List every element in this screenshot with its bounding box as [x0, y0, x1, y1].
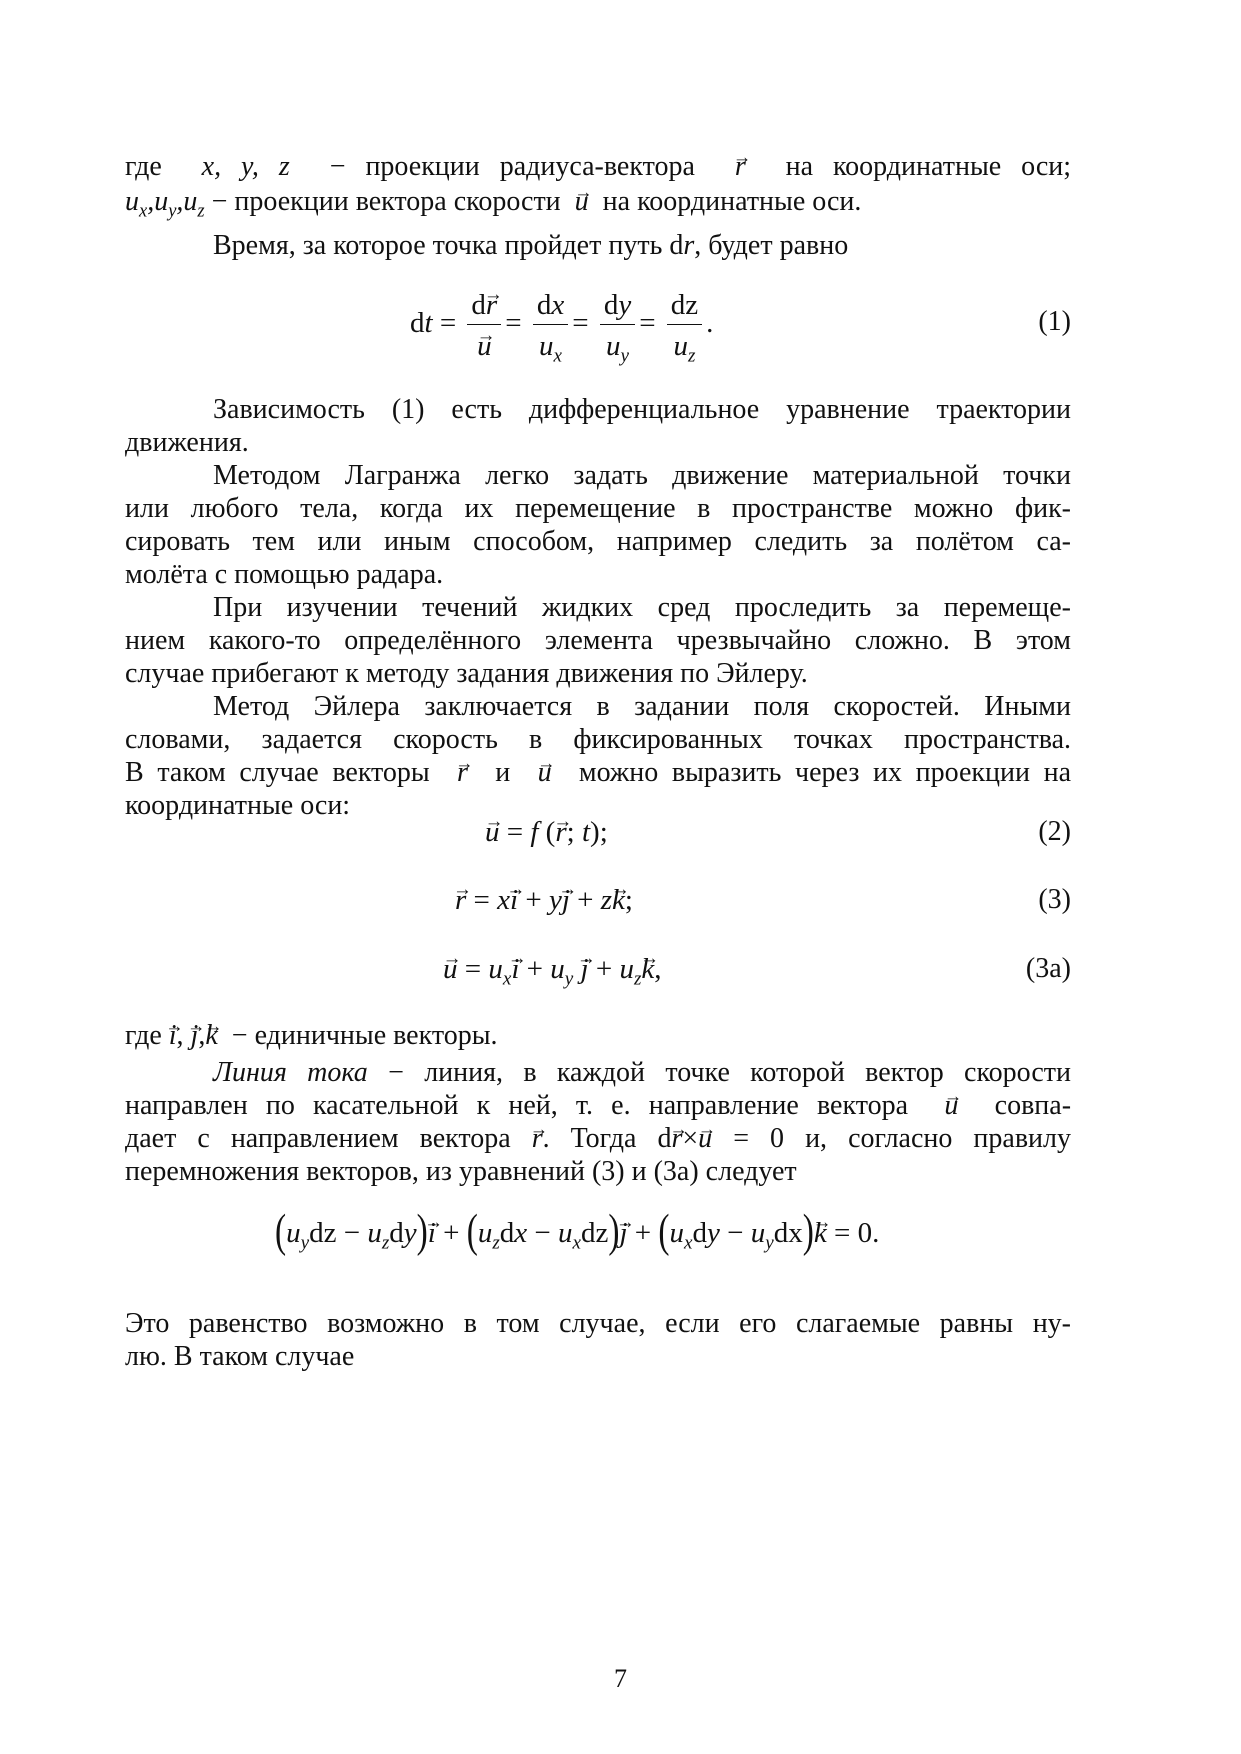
- text-line-18: Линия тока − линия, в каждой точке которой вектор скорости: [213, 1057, 1071, 1088]
- text-line-8: сировать тем или иным способом, например следить за полётом са-: [125, 526, 1071, 557]
- equation-3: → r = x→ i + y→ j + z→ k;: [455, 882, 633, 918]
- text-line-4: Зависимость (1) есть дифференциальное уравнение траектории: [213, 394, 1071, 425]
- equation-1-number: (1): [1038, 306, 1071, 337]
- text-line-19: направлен по касательной к ней, т. е. направление вектора → u совпа-: [125, 1088, 1071, 1124]
- text-line-11: нием какого-то определённого элемента чрезвычайно сложно. В этом: [125, 625, 1071, 656]
- text-line-10: При изучении течений жидких сред проследить за перемеще-: [213, 592, 1071, 623]
- text-line-13: Метод Эйлера заключается в задании поля скоростей. Иными: [213, 691, 1071, 722]
- text-line-22: Это равенство возможно в том случае, если его слагаемые равны ну-: [125, 1308, 1071, 1339]
- text-line-15: В таком случае векторы → r и → u можно выразить через их проекции на: [125, 755, 1071, 791]
- equation-3a: → $u = u_x\to i + u_y \to j + u_z\to k$,: [443, 951, 662, 987]
- page-number: 7: [614, 1664, 627, 1693]
- equation-2-number: (2): [1038, 816, 1071, 847]
- text-line-1: где x, y, z − проекции радиуса-вектора → r на координатные оси;: [125, 149, 1071, 185]
- text-line-6: Методом Лагранжа легко задать движение материальной точки: [213, 460, 1071, 491]
- equation-2: → u = f (→ r; t);: [485, 814, 608, 850]
- text-line-5: движения.: [125, 427, 249, 458]
- text-line-3: Время, за которое точка пройдет путь dr, будет равно: [213, 230, 849, 261]
- text-line-20: дает с направлением вектора → r. Тогда d→ r×→ u = 0 и, согласно правилу: [125, 1121, 1071, 1157]
- text-line-14: словами, задается скорость в фиксированных точках пространства.: [125, 724, 1071, 755]
- text-line-7: или любого тела, когда их перемещение в пространстве можно фик-: [125, 493, 1071, 524]
- equation-3-number: (3): [1038, 884, 1071, 915]
- text-line-23: лю. В таком случае: [125, 1341, 355, 1372]
- equation-1: dt = d→ r → u = $\frac{dx}{u_x}$ = $\frac{dy}{u_y}$ = $\frac{dz}{u_z}$ .: [410, 288, 713, 363]
- text-line-12: случае прибегают к методу задания движения по Эйлеру.: [125, 658, 808, 689]
- text-line-9: молёта с помощью радара.: [125, 559, 444, 590]
- text-line-2: $u_x,u_y,u_z$ − проекции вектора скорости → u на координатные оси.: [125, 184, 1071, 220]
- text-line-16: координатные оси:: [125, 790, 351, 821]
- text-line-21: перемножения векторов, из уравнений (3) и (3а) следует: [125, 1156, 797, 1187]
- equation-3a-number: (3a): [1025, 953, 1071, 984]
- equation-4: $(u_ydz - u_zdy)\to i + (u_zdx - u_xdz)\to j + (u_xdy - u_ydx)\to k = 0$.: [275, 1214, 879, 1251]
- text-line-17: где → i, → j,→ k − единичные векторы.: [125, 1018, 1071, 1054]
